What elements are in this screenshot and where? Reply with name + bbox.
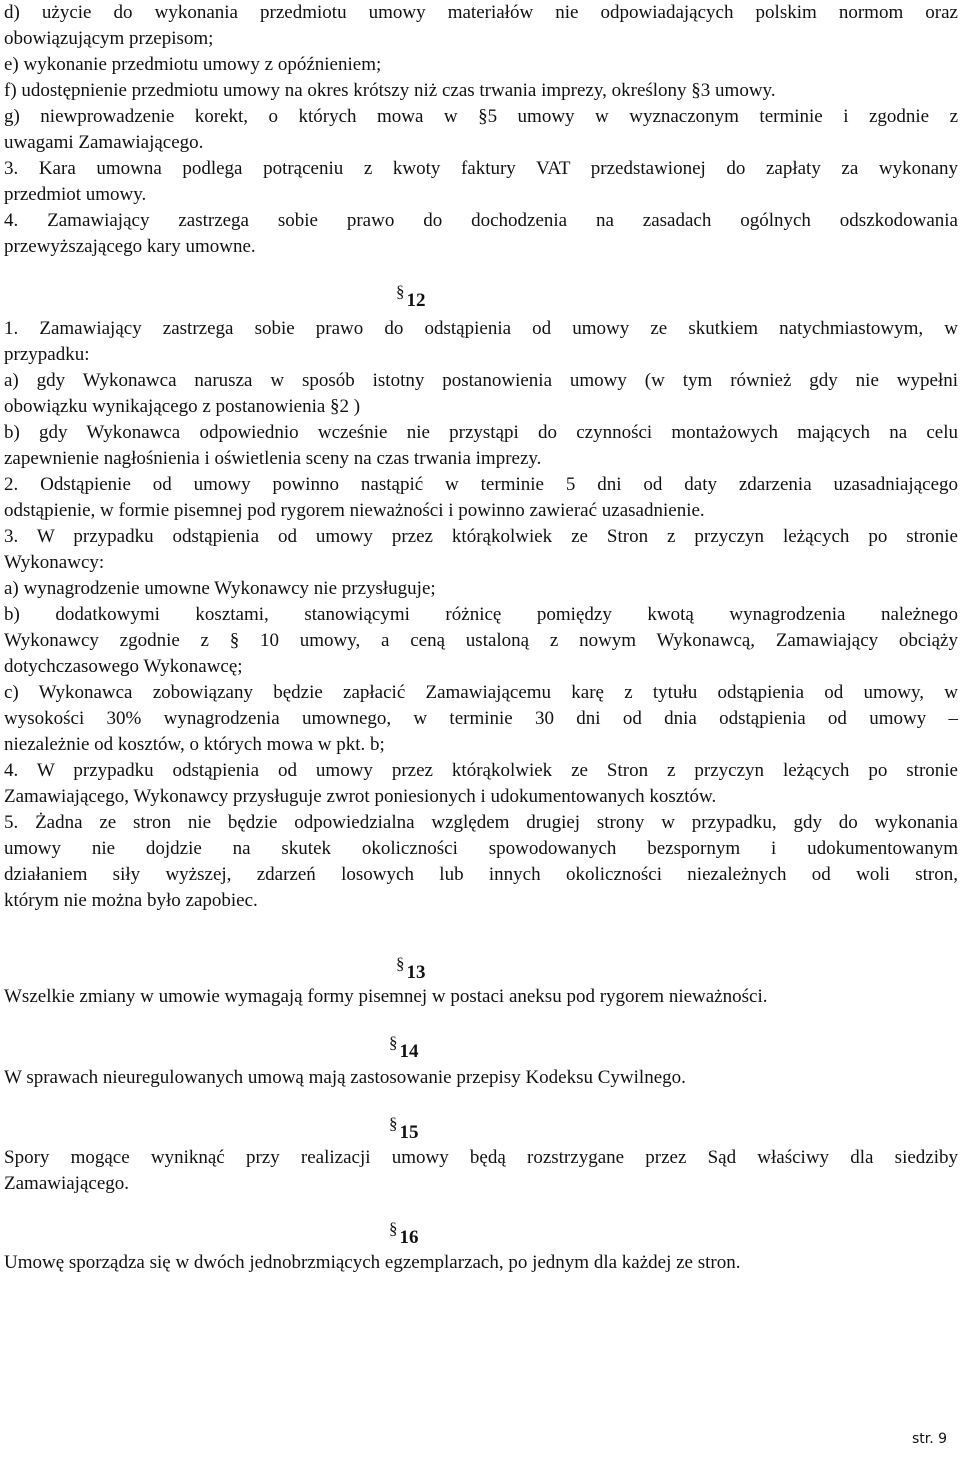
section-heading-12 xyxy=(396,282,426,314)
paragraph-line: odstąpienie, w formie pisemnej pod rygorem nieważności i powinno zawierać uzasadnienie. xyxy=(4,500,705,521)
paragraph-line: b) gdy Wykonawca odpowiednio wcześnie nie przystąpi do czynności montażowych mających na celu xyxy=(4,422,958,443)
section-symbol: § xyxy=(389,1033,398,1052)
paragraph-line: uwagami Zamawiającego. xyxy=(4,132,204,153)
paragraph-line: niezależnie od kosztów, o których mowa w pkt. b; xyxy=(4,734,385,755)
paragraph-line: przedmiot umowy. xyxy=(4,184,147,205)
paragraph-line: 5. Żadna ze stron nie będzie odpowiedzialna względem drugiej strony w przypadku, gdy do wykonania xyxy=(4,812,958,833)
page-number: str. 9 xyxy=(912,1431,948,1447)
paragraph-line: 2. Odstąpienie od umowy powinno nastąpić w terminie 5 dni od daty zdarzenia uzasadniającego xyxy=(4,474,958,495)
paragraph-line: 4. Zamawiający zastrzega sobie prawo do dochodzenia na zasadach ogólnych odszkodowania xyxy=(4,210,958,231)
section-heading-16 xyxy=(389,1219,419,1251)
paragraph-line: Umowę sporządza się w dwóch jednobrzmiących egzemplarzach, po jednym dla każdej ze stron. xyxy=(4,1252,741,1273)
section-number: 14 xyxy=(399,1041,419,1062)
paragraph-line: działaniem siły wyższej, zdarzeń losowych lub innych okoliczności niezależnych od woli stron, xyxy=(4,864,958,885)
paragraph-line: obowiązku wynikającego z postanowienia §2 ) xyxy=(4,396,361,417)
section-number: 15 xyxy=(399,1122,419,1143)
section-number: 16 xyxy=(399,1227,419,1248)
paragraph-line: b) dodatkowymi kosztami, stanowiącymi różnicę pomiędzy kwotą wynagrodzenia należnego xyxy=(4,604,958,625)
paragraph-line: d) użycie do wykonania przedmiotu umowy materiałów nie odpowiadających polskim normom oraz xyxy=(4,2,958,23)
paragraph-line: 1. Zamawiający zastrzega sobie prawo do odstąpienia od umowy ze skutkiem natychmiastowym, w xyxy=(4,318,958,339)
section-heading-13 xyxy=(396,954,426,986)
paragraph-line: Wykonawcy zgodnie z § 10 umowy, a ceną ustaloną z nowym Wykonawcą, Zamawiający obciąży xyxy=(4,630,958,651)
section-heading-14 xyxy=(389,1033,419,1065)
paragraph-line: przypadku: xyxy=(4,344,90,365)
paragraph-line: obowiązującym przepisom; xyxy=(4,28,214,49)
section-symbol: § xyxy=(389,1114,398,1133)
paragraph-line: a) wynagrodzenie umowne Wykonawcy nie przysługuje; xyxy=(4,578,436,599)
paragraph-line: g) niewprowadzenie korekt, o których mowa w §5 umowy w wyznaczonym terminie i zgodnie z xyxy=(4,106,958,127)
paragraph-line: Spory mogące wyniknąć przy realizacji umowy będą rozstrzygane przez Sąd właściwy dla siedziby xyxy=(4,1147,958,1168)
paragraph-line: którym nie można było zapobiec. xyxy=(4,890,258,911)
paragraph-line: umowy nie dojdzie na skutek okoliczności spowodowanych bezspornym i udokumentowanym xyxy=(4,838,958,859)
paragraph-line: Zamawiającego, Wykonawcy przysługuje zwrot poniesionych i udokumentowanych kosztów. xyxy=(4,786,717,807)
section-heading-15 xyxy=(389,1114,419,1146)
paragraph-line: zapewnienie nagłośnienia i oświetlenia sceny na czas trwania imprezy. xyxy=(4,448,542,469)
section-symbol: § xyxy=(389,1219,398,1238)
section-number: 13 xyxy=(406,962,426,983)
paragraph-line: f) udostępnienie przedmiotu umowy na okres krótszy niż czas trwania imprezy, określony §3 umowy. xyxy=(4,80,776,101)
paragraph-line: c) Wykonawca zobowiązany będzie zapłacić Zamawiającemu karę z tytułu odstąpienia od umowy, w xyxy=(4,682,958,703)
paragraph-line: a) gdy Wykonawca narusza w sposób istotny postanowienia umowy (w tym również gdy nie wypełni xyxy=(4,370,958,391)
section-symbol: § xyxy=(396,282,405,301)
paragraph-line: wysokości 30% wynagrodzenia umownego, w terminie 30 dni od dnia odstąpienia od umowy – xyxy=(4,708,958,729)
paragraph-line: Zamawiającego. xyxy=(4,1173,130,1194)
paragraph-line: 3. Kara umowna podlega potrąceniu z kwoty faktury VAT przedstawionej do zapłaty za wykonany xyxy=(4,158,958,179)
paragraph-line: Wykonawcy: xyxy=(4,552,105,573)
paragraph-line: przewyższającego kary umowne. xyxy=(4,236,256,257)
paragraph-line: 3. W przypadku odstąpienia od umowy przez którąkolwiek ze Stron z przyczyn leżących po stronie xyxy=(4,526,958,547)
paragraph-line: dotychczasowego Wykonawcę; xyxy=(4,656,243,677)
section-number: 12 xyxy=(406,290,426,311)
section-symbol: § xyxy=(396,954,405,973)
paragraph-line: Wszelkie zmiany w umowie wymagają formy pisemnej w postaci aneksu pod rygorem nieważności. xyxy=(4,986,768,1007)
paragraph-line: 4. W przypadku odstąpienia od umowy przez którąkolwiek ze Stron z przyczyn leżących po stronie xyxy=(4,760,958,781)
paragraph-line: W sprawach nieuregulowanych umową mają zastosowanie przepisy Kodeksu Cywilnego. xyxy=(4,1067,686,1088)
paragraph-line: e) wykonanie przedmiotu umowy z opóźnieniem; xyxy=(4,54,382,75)
